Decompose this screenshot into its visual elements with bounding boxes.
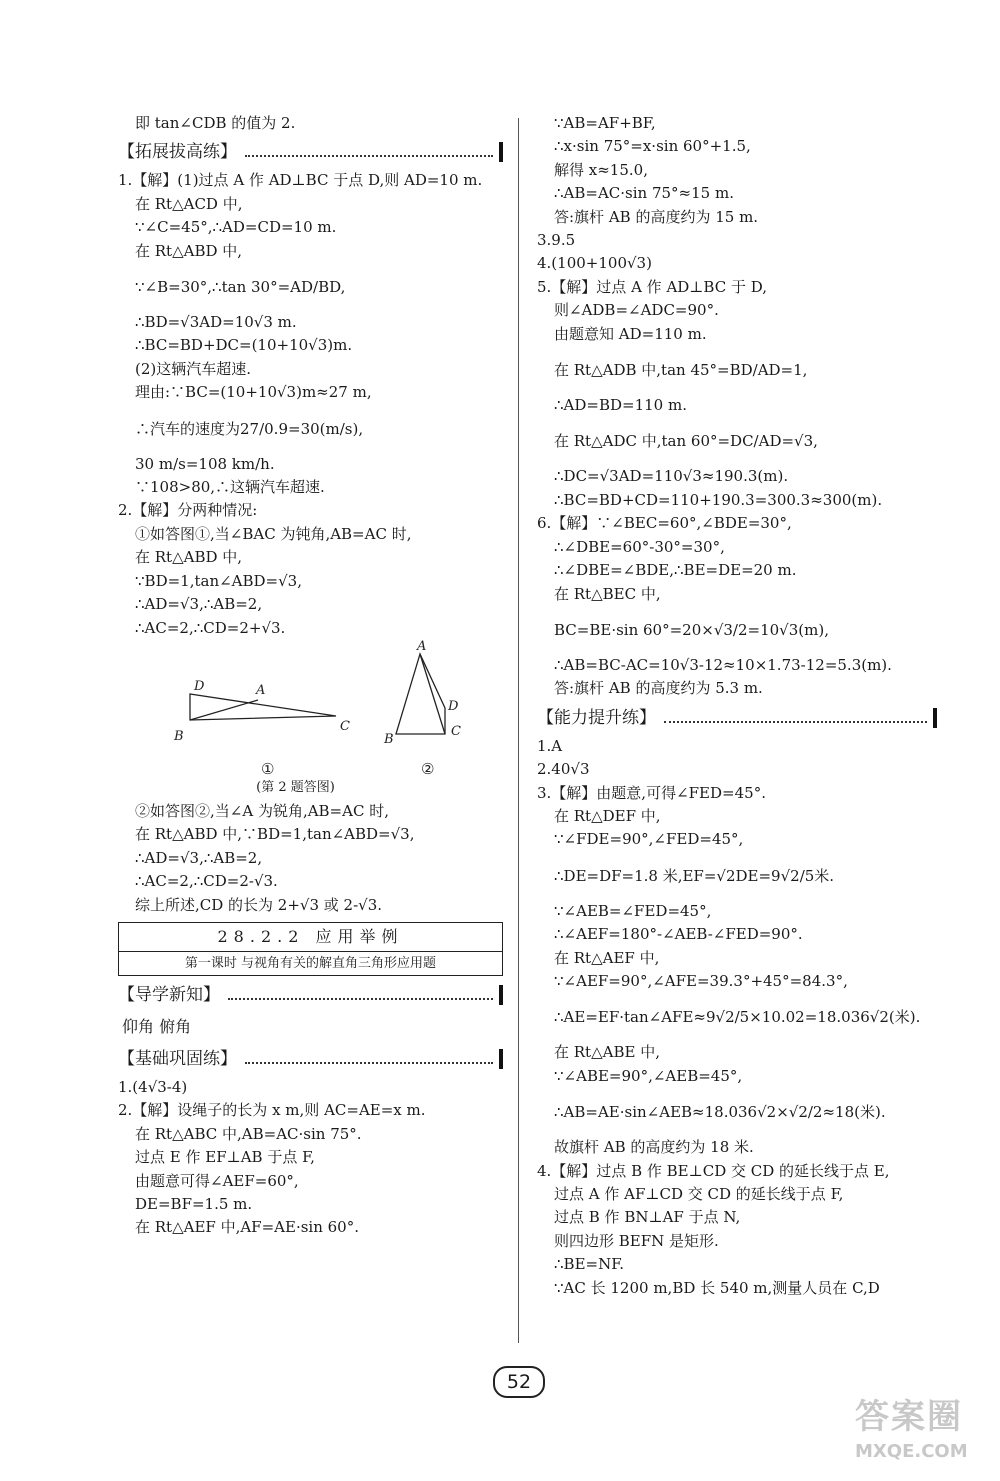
triangle-1-segment	[190, 700, 258, 720]
text-line: 在 Rt△AEF 中,AF=AE·sin 60°.	[135, 1218, 359, 1237]
text-line: 5.【解】过点 A 作 AD⊥BC 于 D,	[537, 277, 767, 296]
text-line: ∵108>80,∴这辆汽车超速.	[135, 478, 325, 497]
point-label-c: C	[340, 718, 350, 734]
text-line: 1.A	[537, 736, 563, 755]
text-line: 2.【解】分两种情况:	[118, 501, 258, 520]
lesson-title: 28.2.2 应用举例	[119, 923, 502, 952]
section-title: 【拓展拔高练】	[118, 142, 237, 163]
text-line: 在 Rt△ABD 中,	[135, 548, 243, 567]
answer-block-q1	[118, 169, 503, 499]
point-label-d2: D	[448, 698, 459, 714]
text-line: ∴DC=√3AD=110√3≈190.3(m).	[554, 467, 789, 486]
text-line: 在 Rt△DEF 中,	[554, 806, 661, 825]
text-line: ②如答图②,当∠A 为锐角,AB=AC 时,	[135, 801, 389, 820]
text-line: 故旗杆 AB 的高度约为 18 米.	[554, 1138, 754, 1157]
dotted-leader	[664, 721, 927, 723]
text-line: 2.40√3	[537, 760, 590, 779]
text-line: 1.【解】(1)过点 A 作 AD⊥BC 于点 D,则 AD=10 m.	[118, 171, 483, 190]
text-line: ∴BC=BD+DC=(10+10√3)m.	[135, 336, 353, 355]
section-header-preview	[118, 980, 503, 1010]
text-line: 答:旗杆 AB 的高度约为 5.3 m.	[554, 679, 763, 698]
text-line: ∵AC 长 1200 m,BD 长 540 m,测量人员在 C,D	[554, 1278, 880, 1297]
text-line: ∴BC=BD+CD=110+190.3=300.3≈300(m).	[554, 490, 883, 509]
section-end-bar	[933, 708, 937, 728]
text-line: ∴AD=√3,∴AB=2,	[135, 595, 263, 614]
preview-answer: 仰角 俯角	[122, 1016, 192, 1036]
left-column	[118, 112, 503, 1240]
text-line: 过点 E 作 EF⊥AB 于点 F,	[135, 1148, 315, 1167]
text-line: 在 Rt△ABC 中,AB=AC·sin 75°.	[135, 1124, 362, 1143]
text-line: ∴BD=√3AD=10√3 m.	[135, 313, 297, 332]
text-line: ∴DE=DF=1.8 米,EF=√2DE=9√2/5米.	[554, 866, 835, 885]
text-line: ∴∠AEF=180°-∠AEB-∠FED=90°.	[554, 925, 803, 944]
section-title: 【能力提升练】	[537, 707, 656, 728]
text-line: 在 Rt△ADC 中,tan 60°=DC/AD=√3,	[554, 432, 818, 451]
figure-caption: (第 2 题答图)	[256, 779, 335, 795]
text-line: 2.【解】设绳子的长为 x m,则 AC=AE=x m.	[118, 1101, 426, 1120]
text-line: ∵∠B=30°,∴tan 30°=AD/BD,	[135, 278, 346, 297]
point-label-a2: A	[417, 639, 427, 654]
text-line: ∴AD=BD=110 m.	[554, 396, 687, 415]
lesson-title-box	[118, 922, 503, 976]
point-label-d: D	[194, 678, 205, 694]
text-line: ∴AB=AC·sin 75°≈15 m.	[554, 184, 734, 203]
text-line: 30 m/s=108 km/h.	[135, 454, 275, 473]
text-line: 在 Rt△AEF 中,	[554, 948, 660, 967]
text-line: 理由:∵BC=(10+10√3)m≈27 m,	[135, 383, 372, 402]
text-line: ∴∠DBE=∠BDE,∴BE=DE=20 m.	[554, 561, 797, 580]
text-line: ∴AC=2,∴CD=2-√3.	[135, 872, 278, 891]
text-line: 在 Rt△ADB 中,tan 45°=BD/AD=1,	[554, 361, 808, 380]
text-line: 则∠ADB=∠ADC=90°.	[554, 301, 719, 320]
subfigure-label-2: ②	[421, 759, 435, 778]
section-header-extension	[118, 137, 503, 167]
text-line: ∴x·sin 75°=x·sin 60°+1.5,	[554, 137, 751, 156]
text-line: ①如答图①,当∠BAC 为钝角,AB=AC 时,	[135, 524, 412, 543]
triangle-figure	[118, 640, 503, 800]
page-number: 52	[493, 1366, 545, 1398]
text-line: 在 Rt△ABE 中,	[554, 1043, 660, 1062]
text-line: 在 Rt△ABD 中,	[135, 241, 243, 260]
text-line: 6.【解】∵∠BEC=60°,∠BDE=30°,	[537, 514, 792, 533]
answer-block-ability	[537, 735, 937, 1300]
text-line: 由题意知 AD=110 m.	[554, 324, 707, 343]
point-label-a: A	[256, 682, 266, 698]
text-line: DE=BF=1.5 m.	[135, 1194, 253, 1213]
text-line: ∴AB=AE·sin∠AEB≈18.036√2×√2/2≈18(米).	[554, 1103, 886, 1122]
text-line: ∴AD=√3,∴AB=2,	[135, 848, 263, 867]
text-line: 解得 x≈15.0,	[554, 160, 648, 179]
text-line: 综上所述,CD 的长为 2+√3 或 2-√3.	[135, 895, 383, 914]
text-line: ∴BE=NF.	[554, 1255, 625, 1274]
point-label-b: B	[174, 728, 184, 744]
subfigure-label-1: ①	[261, 759, 275, 778]
text-line: ∵BD=1,tan∠ABD=√3,	[135, 571, 302, 590]
text-line: 答:旗杆 AB 的高度约为 15 m.	[554, 207, 759, 226]
text-line: ∵∠C=45°,∴AD=CD=10 m.	[135, 218, 337, 237]
dotted-leader	[228, 998, 493, 1000]
text-line: ∵∠AEB=∠FED=45°,	[554, 901, 712, 920]
answer-block-continued	[537, 112, 937, 701]
answer-block-q2b	[118, 800, 503, 917]
text-line: 过点 B 作 BN⊥AF 于点 N,	[554, 1208, 741, 1227]
text-line: ∴AB=BC-AC=10√3-12≈10×1.73-12=5.3(m).	[554, 655, 892, 674]
text-line: 3.9.5	[537, 231, 576, 250]
text-line: 则四边形 BEFN 是矩形.	[554, 1231, 719, 1250]
watermark-url: MXQE.COM	[855, 1441, 968, 1462]
text-line: 3.【解】由题意,可得∠FED=45°.	[537, 783, 766, 802]
section-header-basic	[118, 1044, 503, 1074]
section-end-bar	[499, 142, 503, 162]
text-line: ∵∠ABE=90°,∠AEB=45°,	[554, 1066, 743, 1085]
dotted-leader	[245, 1062, 493, 1064]
text-line: 在 Rt△ABD 中,∵BD=1,tan∠ABD=√3,	[135, 825, 415, 844]
text-line: 由题意可得∠AEF=60°,	[135, 1171, 299, 1190]
text-line: ∴∠DBE=60°-30°=30°,	[554, 537, 725, 556]
text-line: 过点 A 作 AF⊥CD 交 CD 的延长线于点 F,	[554, 1185, 844, 1203]
watermark-text: 答案圈	[855, 1397, 963, 1437]
dotted-leader	[245, 155, 493, 157]
answer-block-basic	[118, 1076, 503, 1240]
text-line: ∴AC=2,∴CD=2+√3.	[135, 618, 286, 637]
text-line: ∴AE=EF·tan∠AFE≈9√2/5×10.02=18.036√2(米).	[554, 1008, 921, 1027]
text-line: (2)这辆汽车超速.	[135, 359, 252, 378]
section-title: 【基础巩固练】	[118, 1048, 237, 1069]
point-label-c2: C	[451, 723, 461, 739]
text-line: 在 Rt△BEC 中,	[554, 584, 661, 603]
section-title: 【导学新知】	[118, 984, 220, 1005]
right-column	[537, 112, 937, 1300]
text-line: 4.(100+100√3)	[537, 254, 652, 273]
text-line: 在 Rt△ACD 中,	[135, 194, 243, 213]
column-divider	[518, 118, 519, 1343]
text-line: ∵AB=AF+BF,	[554, 114, 656, 132]
text-line: 即 tan∠CDB 的值为 2.	[135, 114, 296, 132]
triangle-2-side	[420, 654, 445, 734]
point-label-b2: B	[384, 731, 394, 747]
text-line: ∵∠AEF=90°,∠AFE=39.3°+45°=84.3°,	[554, 971, 848, 990]
triangle-2-edges	[396, 654, 445, 734]
text-line: BC=BE·sin 60°=20×√3/2=10√3(m),	[554, 620, 829, 639]
text-line: 4.【解】过点 B 作 BE⊥CD 交 CD 的延长线于点 E,	[537, 1161, 890, 1180]
lesson-subtitle: 第一课时 与视角有关的解直角三角形应用题	[184, 955, 437, 971]
text-line: ∴汽车的速度为27/0.9=30(m/s),	[135, 419, 364, 438]
answer-block-q2a	[118, 499, 503, 639]
section-end-bar	[499, 1049, 503, 1069]
section-end-bar	[499, 985, 503, 1005]
text-line: ∵∠FDE=90°,∠FED=45°,	[554, 830, 744, 849]
text-line: 1.(4√3-4)	[118, 1077, 188, 1096]
section-header-ability	[537, 703, 937, 733]
watermark-logo	[855, 1395, 995, 1475]
